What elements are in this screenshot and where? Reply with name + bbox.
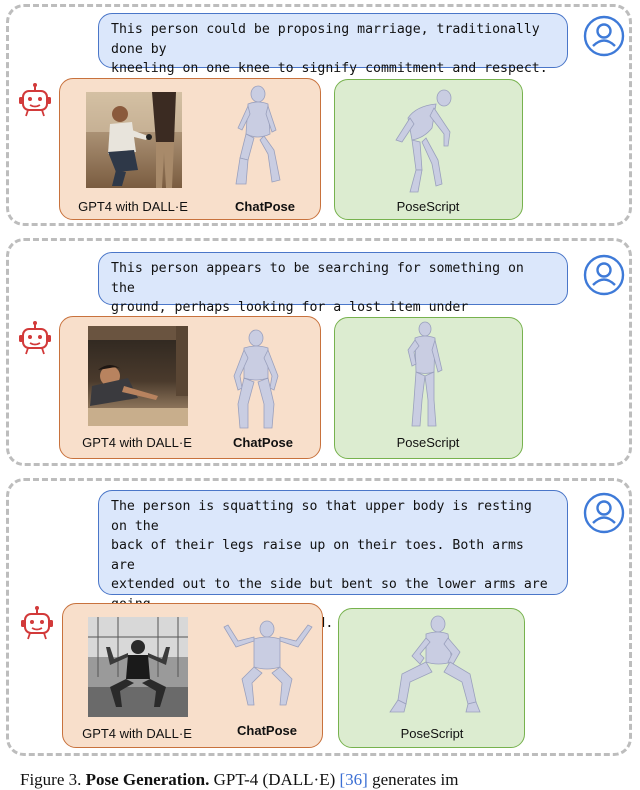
dalle-image-squatting xyxy=(88,617,188,717)
posescript-mesh-bending xyxy=(386,84,476,194)
chatpose-mesh-crouching xyxy=(228,326,284,432)
chatpose-label: ChatPose xyxy=(235,199,295,214)
user-prompt-bubble-2: This person appears to be searching for something on the ground, perhaps looking for a lost item under xyxy=(98,252,568,305)
caption-prefix: Figure 3. xyxy=(20,770,82,789)
posescript-mesh-standing xyxy=(400,320,450,430)
figure-caption xyxy=(20,770,458,790)
gpt-label: GPT4 with DALL·E xyxy=(82,435,192,450)
chatpose-label: ChatPose xyxy=(237,723,297,738)
gpt-label: GPT4 with DALL·E xyxy=(82,726,192,741)
posescript-label: PoseScript xyxy=(396,199,460,214)
user-icon xyxy=(582,14,626,58)
chatpose-label: ChatPose xyxy=(233,435,293,450)
caption-text: GPT-4 (DALL·E) xyxy=(213,770,336,789)
dalle-image-proposal xyxy=(86,92,182,188)
dalle-image-searching xyxy=(88,326,188,426)
posescript-label: PoseScript xyxy=(400,726,464,741)
user-prompt-bubble-1: This person could be proposing marriage, traditionally done by kneeling on one knee to signify commitment and respect. xyxy=(98,13,568,68)
caption-citation-link[interactable]: [36] xyxy=(339,770,368,789)
user-icon xyxy=(582,253,626,297)
robot-icon xyxy=(18,605,56,643)
user-icon xyxy=(582,491,626,535)
chatpose-mesh-kneeling xyxy=(228,84,288,192)
robot-icon xyxy=(16,82,54,120)
caption-bold: Pose Generation. xyxy=(85,770,210,789)
posescript-mesh-crouched xyxy=(386,612,482,716)
user-prompt-bubble-3: The person is squatting so that upper body is resting on the back of their legs raise up on their toes. Both arms are extended out to the side but bent so the lower arms are xyxy=(98,490,568,595)
robot-icon xyxy=(16,320,54,358)
chatpose-mesh-squatting xyxy=(216,615,318,715)
caption-suffix: generates im xyxy=(372,770,459,789)
gpt-label: GPT4 with DALL·E xyxy=(78,199,188,214)
posescript-label: PoseScript xyxy=(396,435,460,450)
